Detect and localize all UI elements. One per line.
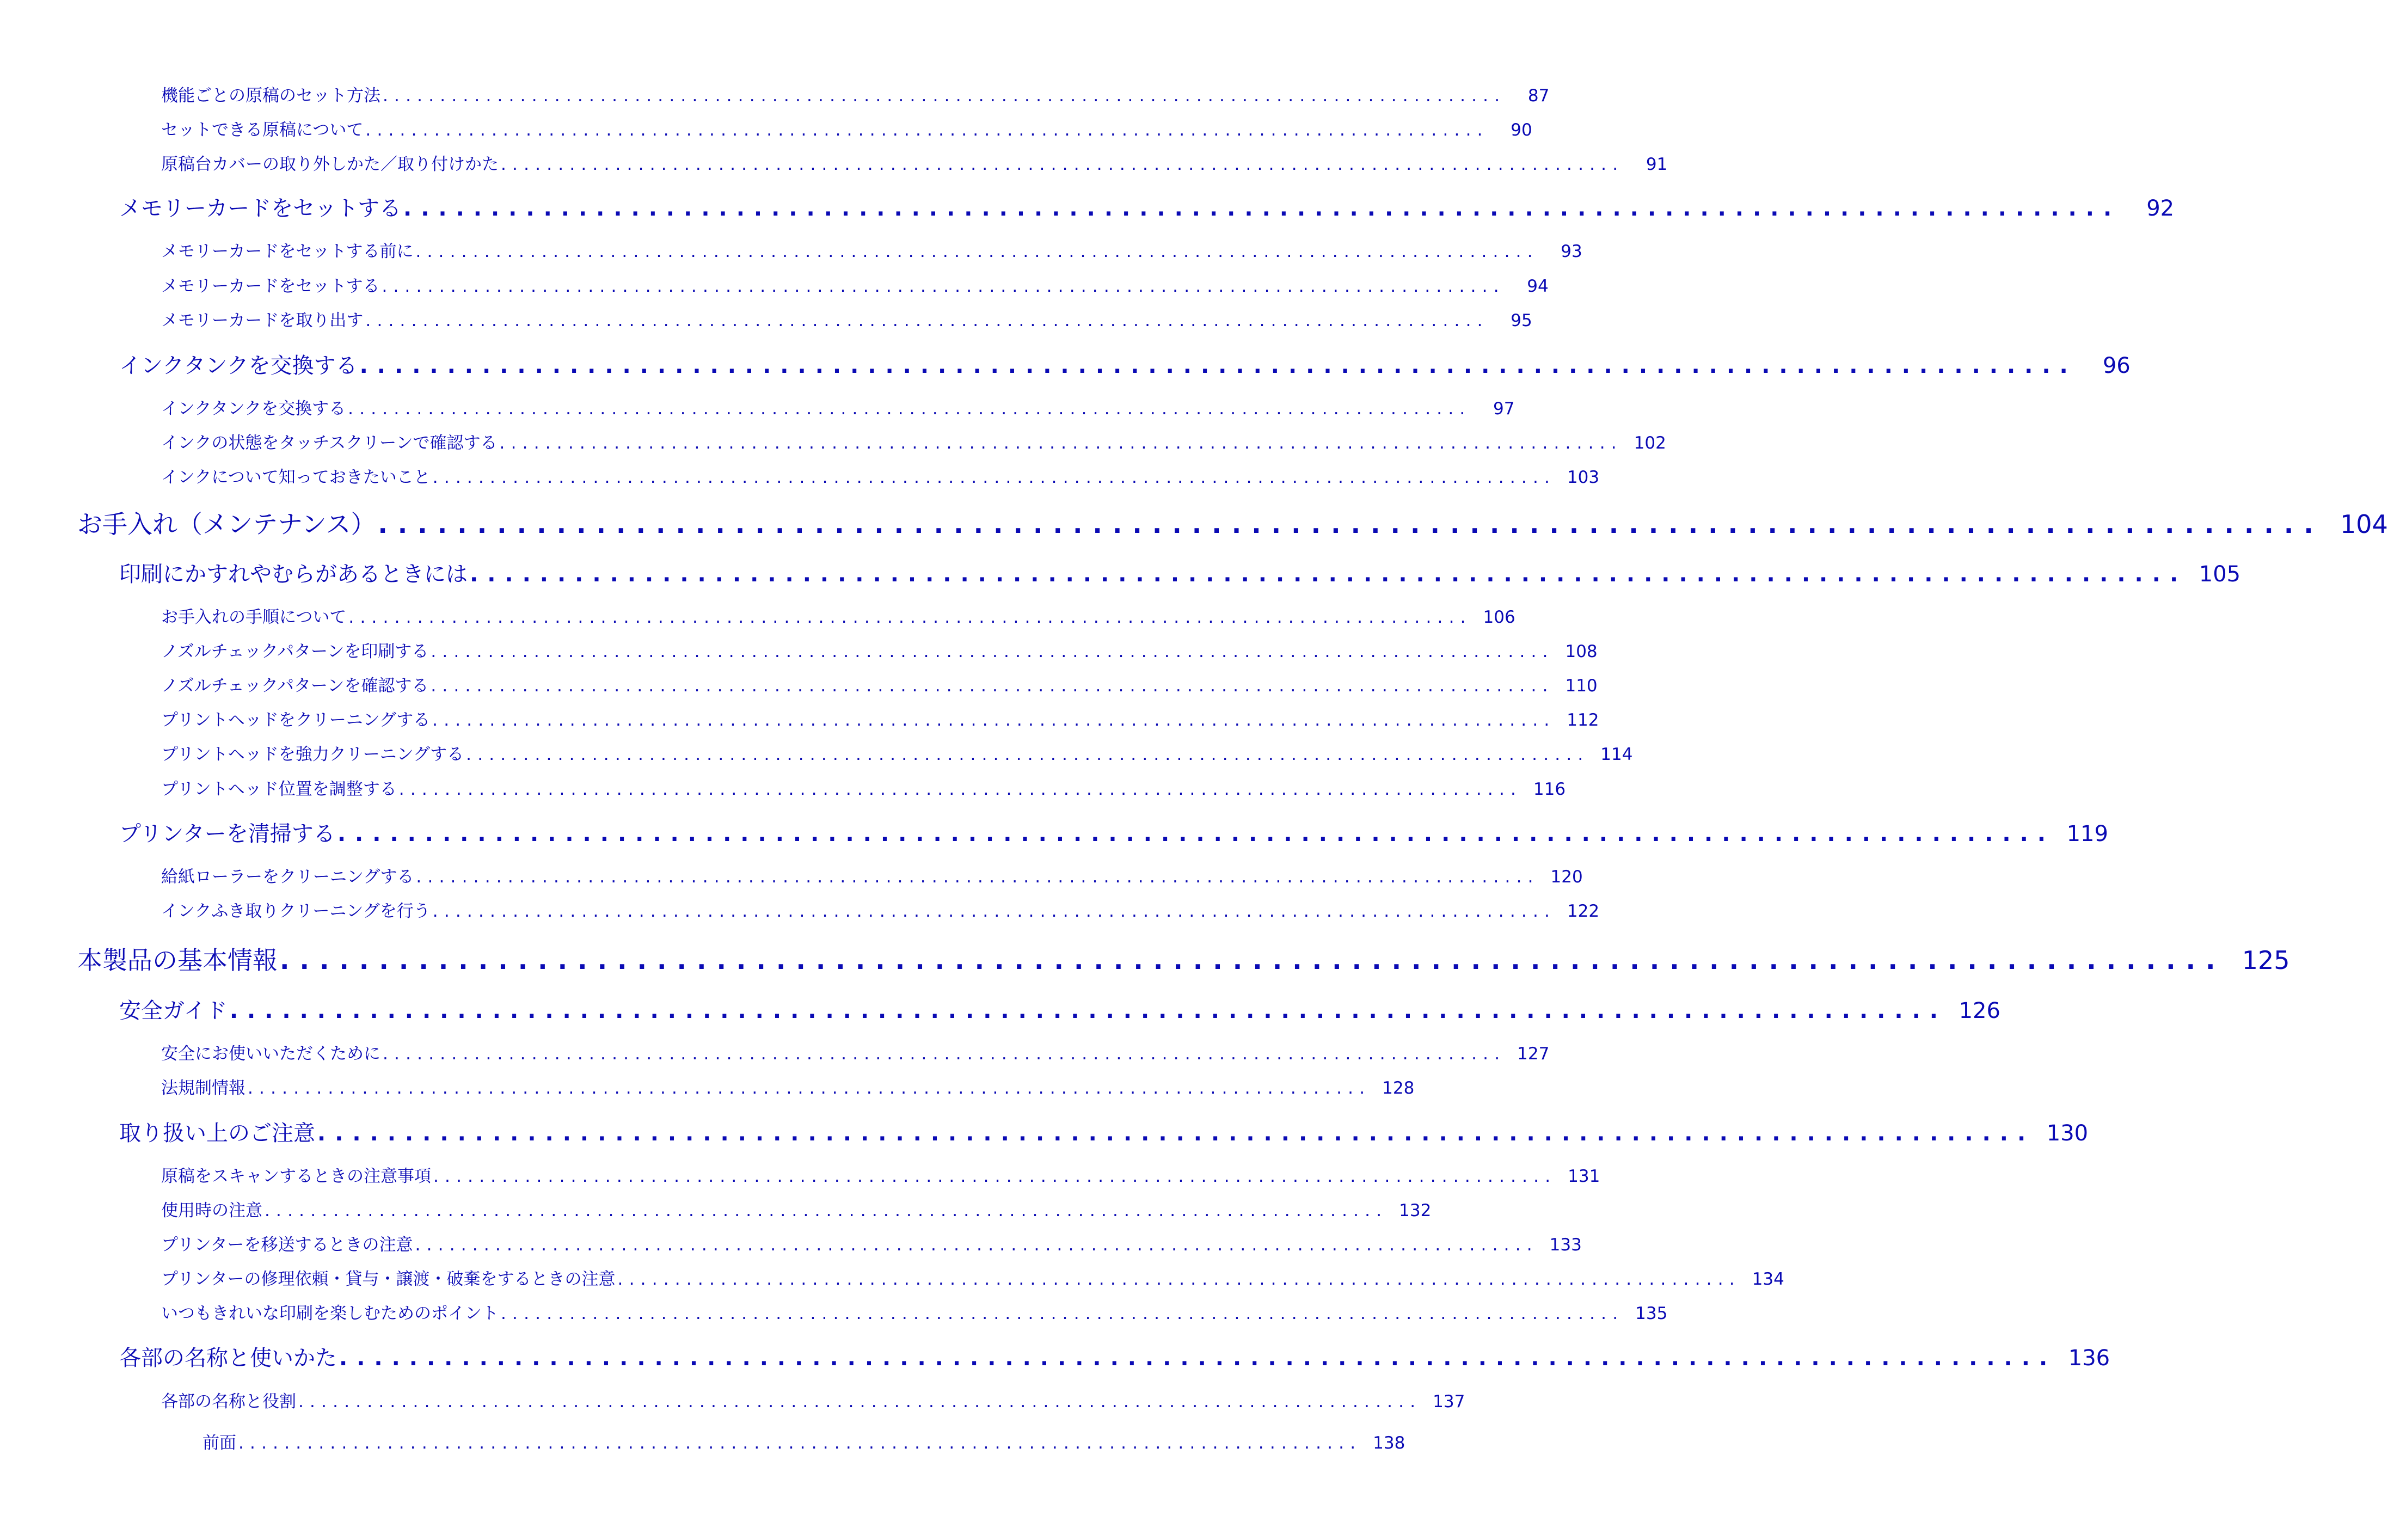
- dot-leader: ..................................................................................................: [617, 1269, 1741, 1289]
- toc-entry-title: メモリーカードを取り出す: [161, 311, 364, 330]
- dot-leader: ..................................................................................................: [415, 242, 1539, 261]
- dot-leader: ..................................................................................................: [359, 353, 2077, 378]
- dot-leader: ..................................................................................................: [339, 1346, 2057, 1371]
- dot-leader: ..................................................................................................: [433, 1167, 1557, 1186]
- toc-section-link[interactable]: [119, 557, 2241, 587]
- toc-entry-title: プリンターの修理依頼・貸与・譲渡・破棄をするときの注意: [161, 1269, 616, 1289]
- dot-leader: ..................................................................................................: [378, 510, 2324, 539]
- toc-entry-link[interactable]: [161, 463, 1600, 487]
- toc-entry-title: プリンターを移送するときの注意: [161, 1235, 413, 1255]
- dot-leader: ..................................................................................................: [383, 86, 1506, 106]
- toc-section-link[interactable]: [119, 348, 2131, 379]
- toc-section-title: 安全ガイド: [119, 998, 228, 1023]
- toc-entry-page: 135: [1635, 1304, 1668, 1323]
- toc-chapter-link[interactable]: [77, 941, 2290, 977]
- toc-entry-title: ノズルチェックパターンを印刷する: [161, 642, 429, 661]
- toc-section-page: 96: [2102, 353, 2131, 378]
- toc-section-page: 130: [2046, 1121, 2089, 1146]
- dot-leader: ..................................................................................................: [238, 1433, 1362, 1453]
- toc-entry-link[interactable]: [161, 1388, 1465, 1412]
- toc-entry-page: 120: [1550, 867, 1583, 887]
- toc-entry-title: お手入れの手順について: [161, 608, 347, 627]
- dot-leader: ..................................................................................................: [403, 196, 2121, 221]
- dot-leader: ..................................................................................................: [415, 1235, 1538, 1255]
- toc-section-page: 126: [1959, 998, 2000, 1023]
- toc-entry-page: 102: [1634, 433, 1666, 453]
- toc-section-page: 136: [2068, 1346, 2110, 1371]
- dot-leader: ..................................................................................................: [432, 468, 1556, 487]
- toc-entry-page: 122: [1567, 901, 1600, 921]
- toc-entry-title: インクタンクを交換する: [161, 399, 346, 419]
- toc-entry-link[interactable]: [161, 897, 1600, 921]
- toc-entry-link[interactable]: [161, 1197, 1432, 1220]
- toc-entry-title: 安全にお使いいただくために: [161, 1044, 380, 1064]
- toc-entry-link[interactable]: [161, 429, 1666, 453]
- toc-entry-page: 128: [1382, 1078, 1415, 1098]
- toc-entry-title: プリントヘッドをクリーニングする: [161, 710, 431, 730]
- toc-entry-link[interactable]: [161, 603, 1515, 627]
- toc-subentry-link[interactable]: [202, 1429, 1405, 1453]
- toc-entry-page: 93: [1561, 242, 1582, 261]
- toc-entry-link[interactable]: [161, 1231, 1582, 1255]
- dot-leader: ..................................................................................................: [431, 642, 1554, 661]
- toc-entry-page: 114: [1600, 745, 1633, 764]
- toc-entry-link[interactable]: [161, 740, 1633, 764]
- dot-leader: ..................................................................................................: [348, 608, 1472, 627]
- toc-entry-link[interactable]: [161, 637, 1598, 661]
- toc-entry-link[interactable]: [161, 1040, 1550, 1064]
- toc-entry-link[interactable]: [161, 1299, 1668, 1323]
- toc-entry-title: ノズルチェックパターンを確認する: [161, 676, 429, 696]
- toc-entry-page: 112: [1567, 710, 1599, 730]
- dot-leader: ..................................................................................................: [501, 1304, 1624, 1323]
- toc-entry-title: 使用時の注意: [161, 1201, 262, 1220]
- toc-section-link[interactable]: [119, 191, 2175, 222]
- toc-entry-title: プリントヘッドを強力クリーニングする: [161, 745, 464, 764]
- toc-section-title: インクタンクを交換する: [119, 353, 358, 378]
- dot-leader: ..................................................................................................: [337, 821, 2055, 846]
- toc-subentry-page: 138: [1373, 1433, 1405, 1453]
- toc-section-link[interactable]: [119, 993, 2000, 1024]
- toc-entry-title: いつもきれいな印刷を楽しむためのポイント: [161, 1304, 499, 1323]
- dot-leader: ..................................................................................................: [365, 120, 1489, 140]
- dot-leader: ..................................................................................................: [470, 562, 2188, 587]
- toc-entry-title: セットできる原稿について: [161, 120, 364, 140]
- toc-entry-link[interactable]: [161, 672, 1598, 696]
- toc-section-page: 119: [2066, 821, 2108, 846]
- toc-entry-page: 87: [1527, 86, 1550, 106]
- toc-entry-page: 132: [1399, 1201, 1432, 1220]
- dot-leader: ..................................................................................................: [501, 155, 1624, 174]
- toc-entry-page: 108: [1565, 642, 1598, 661]
- toc-entry-link[interactable]: [161, 775, 1566, 799]
- dot-leader: ..................................................................................................: [298, 1392, 1422, 1412]
- toc-entry-title: インクの状態をタッチスクリーンで確認する: [161, 433, 498, 453]
- toc-section-title: メモリーカードをセットする: [119, 196, 401, 221]
- toc-entry-page: 127: [1517, 1044, 1550, 1064]
- toc-entry-link[interactable]: [161, 395, 1515, 419]
- toc-entry-link[interactable]: [161, 82, 1550, 106]
- toc-chapter-page: 104: [2340, 510, 2388, 539]
- toc-entry-link[interactable]: [161, 116, 1532, 140]
- dot-leader: ..................................................................................................: [416, 867, 1539, 887]
- dot-leader: ..................................................................................................: [432, 901, 1556, 921]
- toc-entry-page: 90: [1511, 120, 1532, 140]
- dot-leader: ..................................................................................................: [280, 946, 2226, 975]
- dot-leader: ..................................................................................................: [383, 1044, 1506, 1064]
- toc-subentry-title: 前面: [202, 1433, 236, 1453]
- dot-leader: ..................................................................................................: [466, 745, 1589, 764]
- toc-entry-title: 機能ごとの原稿のセット方法: [161, 86, 380, 106]
- toc-section-link[interactable]: [119, 1116, 2089, 1146]
- toc-entry-page: 106: [1483, 608, 1515, 627]
- toc-entry-title: インクふき取りクリーニングを行う: [161, 901, 431, 921]
- toc-entry-link[interactable]: [161, 1265, 1784, 1289]
- toc-entry-title: メモリーカードをセットする前に: [161, 242, 414, 261]
- dot-leader: ..................................................................................................: [265, 1201, 1388, 1220]
- toc-entry-page: 94: [1527, 277, 1549, 296]
- toc-entry-link[interactable]: [161, 150, 1668, 174]
- toc-entry-link[interactable]: [161, 863, 1583, 887]
- dot-leader: ..................................................................................................: [398, 780, 1523, 799]
- toc-entry-link[interactable]: [161, 706, 1599, 730]
- toc-entry-link[interactable]: [161, 306, 1532, 330]
- toc-entry-title: 原稿をスキャンするときの注意事項: [161, 1167, 431, 1186]
- toc-chapter-title: 本製品の基本情報: [77, 946, 278, 975]
- toc-entry-link[interactable]: [161, 237, 1582, 261]
- dot-leader: ..................................................................................................: [348, 399, 1471, 419]
- toc-entry-title: インクについて知っておきたいこと: [161, 468, 431, 487]
- toc-entry-page: 103: [1567, 468, 1600, 487]
- toc-chapter-title: お手入れ（メンテナンス）: [77, 510, 376, 539]
- dot-leader: ..................................................................................................: [499, 433, 1623, 453]
- toc-section-link[interactable]: [119, 817, 2108, 847]
- toc-entry-title: 給紙ローラーをクリーニングする: [161, 867, 414, 887]
- toc-section-title: 各部の名称と使いかた: [119, 1346, 337, 1371]
- toc-section-title: プリンターを清掃する: [119, 821, 335, 846]
- toc-entry-page: 91: [1646, 155, 1668, 174]
- toc-entry-page: 134: [1752, 1269, 1784, 1289]
- dot-leader: ..................................................................................................: [382, 277, 1505, 296]
- dot-leader: ..................................................................................................: [229, 998, 1947, 1023]
- dot-leader: ..................................................................................................: [431, 676, 1554, 696]
- toc-entry-title: 各部の名称と役割: [161, 1392, 296, 1412]
- toc-entry-page: 137: [1433, 1392, 1465, 1412]
- toc-section-page: 92: [2146, 196, 2175, 221]
- toc-entry-title: メモリーカードをセットする: [161, 277, 380, 296]
- toc-entry-page: 116: [1533, 780, 1566, 799]
- toc-section-link[interactable]: [119, 1341, 2110, 1371]
- toc-entry-title: 法規制情報: [161, 1078, 245, 1098]
- toc-entry-page: 95: [1511, 311, 1532, 330]
- toc-section-title: 取り扱い上のご注意: [119, 1121, 315, 1146]
- toc-entry-title: 原稿台カバーの取り外しかた／取り付けかた: [161, 155, 499, 174]
- toc-entry-link[interactable]: [161, 1162, 1600, 1186]
- toc-section-title: 印刷にかすれやむらがあるときには: [119, 562, 468, 587]
- toc-chapter-page: 125: [2242, 946, 2290, 975]
- dot-leader: ..................................................................................................: [317, 1121, 2035, 1146]
- toc-entry-link[interactable]: [161, 1074, 1415, 1098]
- toc-entry-page: 97: [1493, 399, 1515, 419]
- dot-leader: ..................................................................................................: [365, 311, 1489, 330]
- toc-section-page: 105: [2199, 562, 2241, 587]
- dot-leader: ..................................................................................................: [432, 710, 1556, 730]
- toc-entry-page: 133: [1549, 1235, 1582, 1255]
- toc-entry-page: 110: [1565, 676, 1598, 696]
- toc-chapter-link[interactable]: [77, 505, 2388, 541]
- toc-entry-link[interactable]: [161, 272, 1549, 296]
- toc-entry-page: 131: [1568, 1167, 1600, 1186]
- toc-entry-title: プリントヘッド位置を調整する: [161, 780, 397, 799]
- dot-leader: ..................................................................................................: [248, 1078, 1371, 1098]
